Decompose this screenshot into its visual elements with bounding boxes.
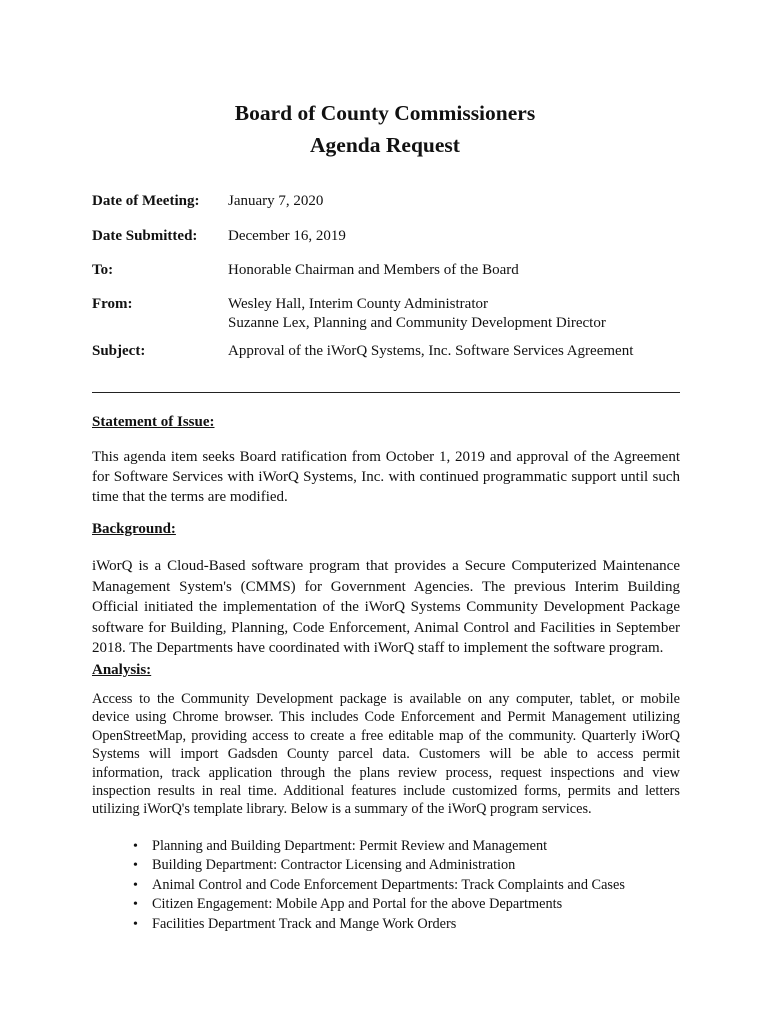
list-item: • Planning and Building Department: Permit Review and Management [132, 837, 625, 856]
from-value-line2: Suzanne Lex, Planning and Community Development Director [228, 315, 606, 331]
to-label: To: [92, 262, 114, 278]
date-submitted-label: Date Submitted: [92, 228, 198, 244]
background-text: iWorQ is a Cloud-Based software program that provides a Secure Computerized Maintenance Management System's (CMMS) for Government Agencies. The previous Interim Building Official initiated the implementation of the iWorQ Systems Community Development Package software for Building, Planning, Code Enforcement, Animal Control and Facilities in September 2018. The Departments have coordinated with iWorQ staff to implement the software program. [92, 558, 680, 657]
horizontal-divider [92, 392, 680, 393]
bullet-icon: • [133, 877, 138, 893]
statement-of-issue-heading: Statement of Issue: [92, 414, 215, 430]
from-label: From: [92, 296, 133, 312]
bullet-icon: • [133, 916, 138, 932]
date-of-meeting-label: Date of Meeting: [92, 193, 200, 209]
list-item: • Building Department: Contractor Licensing and Administration [132, 856, 625, 875]
to-value: Honorable Chairman and Members of the Board [228, 262, 519, 278]
services-list [132, 837, 625, 934]
subject-label: Subject: [92, 343, 146, 359]
list-item: • Animal Control and Code Enforcement Departments: Track Complaints and Cases [132, 876, 625, 895]
subject-value: Approval of the iWorQ Systems, Inc. Software Services Agreement [228, 343, 634, 359]
date-submitted-value: December 16, 2019 [228, 228, 346, 244]
from-value-line1: Wesley Hall, Interim County Administrator [228, 296, 489, 312]
bullet-icon: • [133, 839, 138, 854]
bullet-icon: • [133, 897, 138, 913]
bullet-icon: • [133, 858, 138, 874]
background-heading: Background: [92, 521, 176, 537]
statement-of-issue-text: This agenda item seeks Board ratification from October 1, 2019 and approval of the Agreement for Software Services with iWorQ Systems, Inc. with continued programmatic support until such time that the terms are modified. [92, 449, 680, 505]
date-of-meeting-value: January 7, 2020 [228, 193, 324, 209]
document-title: Board of County Commissioners [234, 101, 536, 125]
list-item: • Citizen Engagement: Mobile App and Portal for the above Departments [132, 895, 625, 914]
analysis-text: Access to the Community Development package is available on any computer, tablet, or mobile device using Chrome browser. This includes Code Enforcement and Permit Management utilizing OpenStreetMap, providing access to create a free editable map of the community. Quarterly iWorQ Systems will import Gadsden County parcel data. Customers will be able to access permit information, track application through the plans review process, request inspections and view inspection results in real time. Additional features include customized forms, permits and letters utilizing iWorQ's template library. Below is a summary of the iWorQ program services. [92, 691, 680, 818]
analysis-heading: Analysis: [92, 662, 152, 678]
list-item: • Facilities Department Track and Mange Work Orders [132, 915, 625, 934]
document-subtitle: Agenda Request [310, 133, 460, 157]
